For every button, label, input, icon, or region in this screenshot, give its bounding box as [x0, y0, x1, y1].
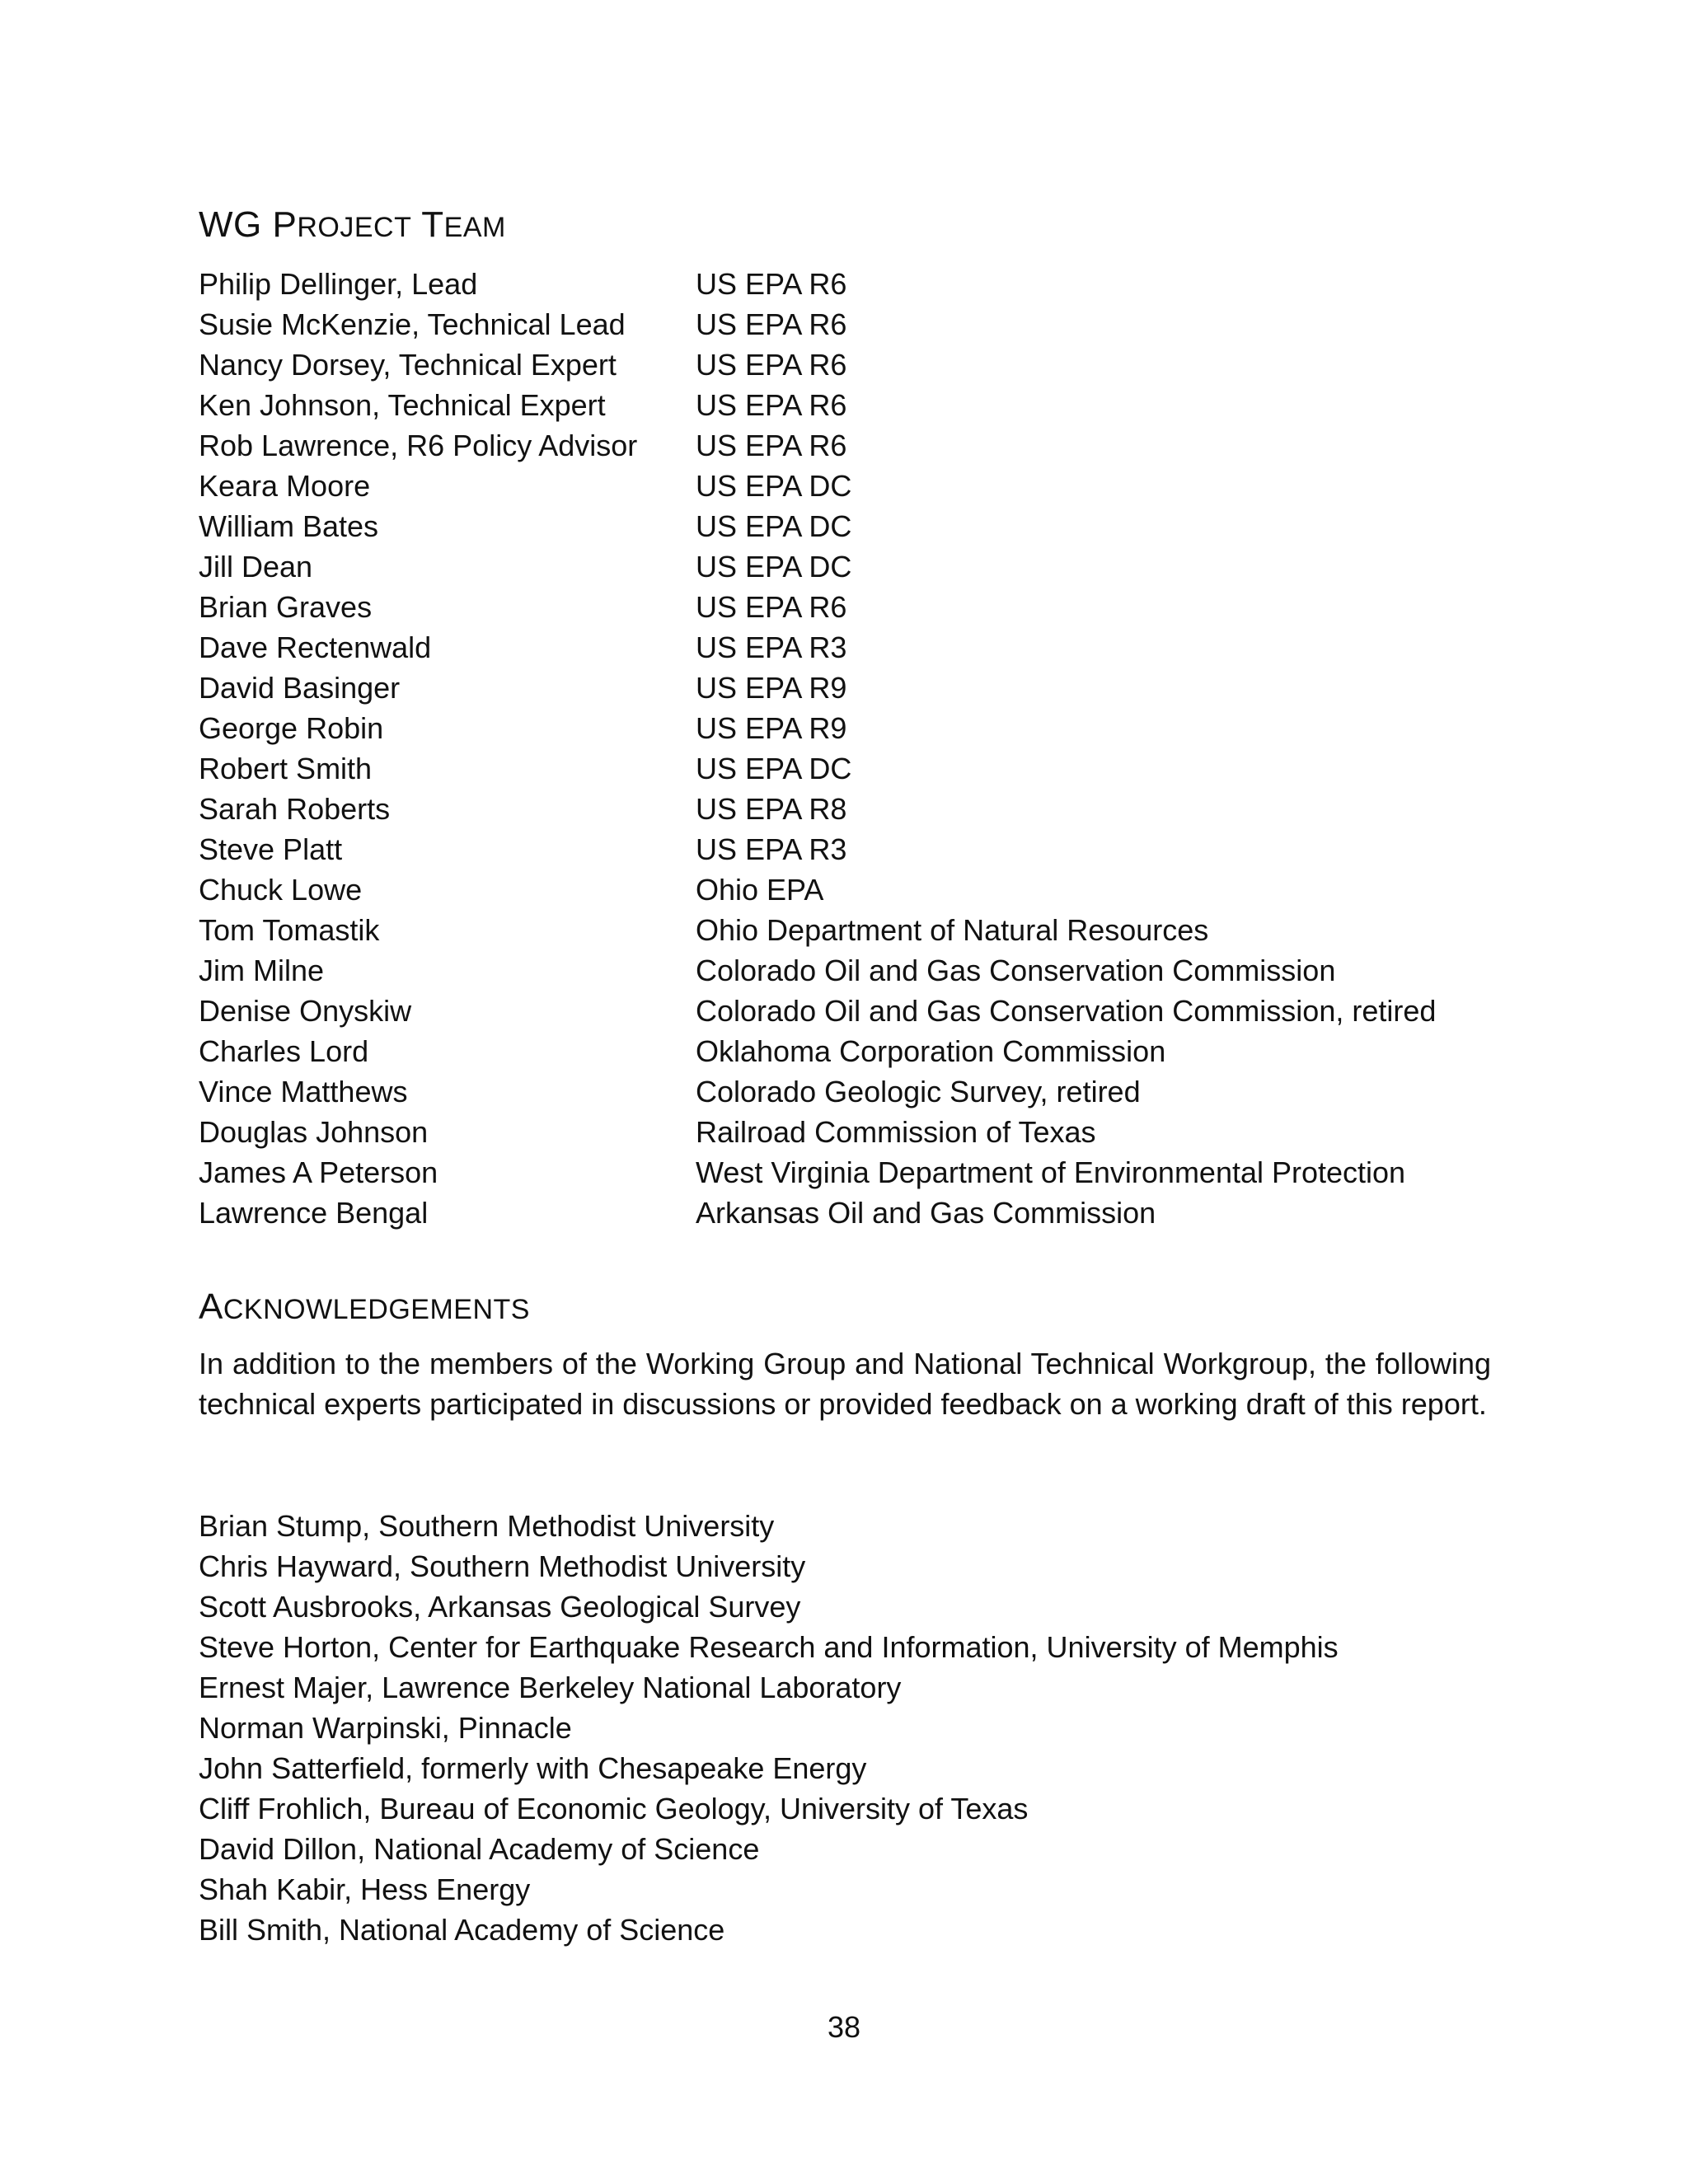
member-name: Jill Dean	[199, 550, 313, 583]
heading-part: WG	[199, 204, 273, 245]
member-name: Tom Tomastik	[199, 913, 380, 947]
member-name: Susie McKenzie, Technical Lead	[199, 307, 626, 341]
member-name: Denise Onyskiw	[199, 994, 412, 1028]
member-name: Lawrence Bengal	[199, 1196, 429, 1230]
team-member-row	[199, 466, 1491, 506]
member-organization: Railroad Commission of Texas	[696, 1115, 1096, 1149]
member-organization: US EPA R6	[696, 348, 847, 382]
team-member-row	[199, 910, 1491, 950]
member-organization: US EPA R3	[696, 832, 847, 866]
page-number: 38	[827, 2010, 861, 2044]
member-name: George Robin	[199, 711, 384, 745]
member-organization: US EPA R9	[696, 671, 847, 705]
member-organization: US EPA R6	[696, 267, 847, 301]
member-organization: US EPA R8	[696, 792, 847, 826]
member-organization: US EPA DC	[696, 550, 852, 583]
member-name: William Bates	[199, 509, 379, 543]
member-name: Douglas Johnson	[199, 1115, 429, 1149]
expert-list-item: John Satterfield, formerly with Chesapeake Energy	[199, 1751, 867, 1785]
acknowledgements-intro-paragraph: In addition to the members of the Working Group and National Technical Workgroup, the following technical experts participated in discussions or provided feedback on a working draft of this report.	[199, 1347, 1491, 1421]
team-member-row	[199, 789, 1491, 829]
expert-list-item: Ernest Majer, Lawrence Berkeley National Laboratory	[199, 1671, 902, 1704]
expert-list-item: Bill Smith, National Academy of Science	[199, 1913, 725, 1947]
member-organization: US EPA DC	[696, 469, 852, 503]
team-member-row	[199, 1031, 1491, 1071]
member-name: Nancy Dorsey, Technical Expert	[199, 348, 617, 382]
member-name: Keara Moore	[199, 469, 371, 503]
team-member-row	[199, 587, 1491, 627]
member-name: Philip Dellinger, Lead	[199, 267, 478, 301]
team-member-row	[199, 950, 1491, 991]
member-name: Sarah Roberts	[199, 792, 391, 826]
member-organization: US EPA R6	[696, 590, 847, 624]
member-name: James A Peterson	[199, 1155, 438, 1189]
member-name: Charles Lord	[199, 1034, 369, 1068]
member-name: Brian Graves	[199, 590, 373, 624]
member-name: Ken Johnson, Technical Expert	[199, 388, 606, 422]
team-member-row	[199, 1193, 1491, 1233]
expert-list-item: Steve Horton, Center for Earthquake Research and Information, University of Memphis	[199, 1630, 1339, 1664]
member-name: David Basinger	[199, 671, 401, 705]
team-member-row	[199, 748, 1491, 789]
member-organization: Colorado Oil and Gas Conservation Commission, retired	[696, 994, 1437, 1028]
document-page	[199, 0, 1491, 2184]
member-organization: US EPA DC	[696, 509, 852, 543]
member-name: Chuck Lowe	[199, 873, 363, 907]
acknowledgements-heading	[199, 1284, 530, 1333]
team-section-heading	[199, 202, 506, 251]
expert-list-item: David Dillon, National Academy of Science	[199, 1832, 760, 1866]
expert-list-item: Scott Ausbrooks, Arkansas Geological Survey	[199, 1590, 801, 1624]
heading-part: EAM	[443, 212, 506, 243]
team-member-row	[199, 506, 1491, 546]
member-organization: Arkansas Oil and Gas Commission	[696, 1196, 1156, 1230]
member-organization: Colorado Oil and Gas Conservation Commission	[696, 954, 1336, 987]
heading-part: A	[199, 1286, 223, 1327]
member-organization: US EPA R6	[696, 307, 847, 341]
heading-part: T	[421, 204, 444, 245]
expert-list-item: Brian Stump, Southern Methodist University	[199, 1509, 775, 1543]
acknowledged-experts-list	[199, 1506, 1491, 1950]
heading-part: CKNOWLEDGEMENTS	[223, 1294, 530, 1325]
member-organization: Colorado Geologic Survey, retired	[696, 1075, 1141, 1108]
team-member-row	[199, 344, 1491, 385]
expert-list-item: Cliff Frohlich, Bureau of Economic Geology, University of Texas	[199, 1792, 1029, 1825]
expert-list-item: Chris Hayward, Southern Methodist University	[199, 1549, 806, 1583]
expert-list-item: Norman Warpinski, Pinnacle	[199, 1711, 572, 1745]
member-organization: US EPA R6	[696, 429, 847, 462]
member-organization: US EPA R9	[696, 711, 847, 745]
member-name: Vince Matthews	[199, 1075, 408, 1108]
team-member-row	[199, 869, 1491, 910]
team-member-row	[199, 1112, 1491, 1152]
member-organization: Ohio Department of Natural Resources	[696, 913, 1209, 947]
team-member-row	[199, 425, 1491, 466]
member-name: Jim Milne	[199, 954, 325, 987]
team-member-row	[199, 1152, 1491, 1193]
member-name: Robert Smith	[199, 752, 373, 785]
heading-part: ROJECT	[297, 212, 412, 243]
heading-part: P	[272, 204, 298, 245]
expert-list-item: Shah Kabir, Hess Energy	[199, 1872, 531, 1906]
member-organization: Oklahoma Corporation Commission	[696, 1034, 1166, 1068]
member-organization: US EPA R3	[696, 630, 847, 664]
team-member-table	[199, 264, 1491, 1233]
member-name: Dave Rectenwald	[199, 630, 432, 664]
team-member-row	[199, 829, 1491, 869]
team-member-row	[199, 627, 1491, 668]
team-member-row	[199, 708, 1491, 748]
team-member-row	[199, 264, 1491, 304]
team-member-row	[199, 304, 1491, 344]
heading-part	[411, 204, 421, 245]
team-member-row	[199, 991, 1491, 1031]
team-member-row	[199, 1071, 1491, 1112]
member-name: Rob Lawrence, R6 Policy Advisor	[199, 429, 638, 462]
member-organization: Ohio EPA	[696, 873, 824, 907]
member-organization: US EPA R6	[696, 388, 847, 422]
member-organization: US EPA DC	[696, 752, 852, 785]
team-member-row	[199, 385, 1491, 425]
team-member-row	[199, 668, 1491, 708]
member-name: Steve Platt	[199, 832, 343, 866]
team-member-row	[199, 546, 1491, 587]
member-organization: West Virginia Department of Environmental Protection	[696, 1155, 1406, 1189]
